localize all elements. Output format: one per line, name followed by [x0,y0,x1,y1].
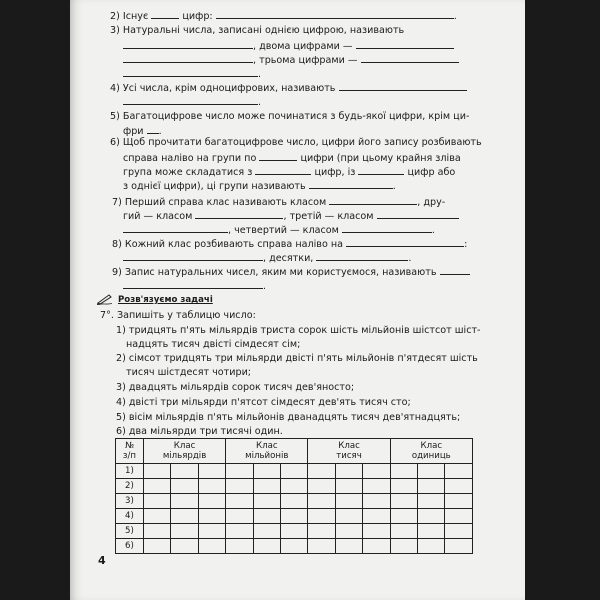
digit-cell[interactable] [335,464,362,479]
digit-cell[interactable] [390,464,417,479]
task-7-item-3: 3) двадцять мільярдів сорок тисяч дев'яносто; [116,382,355,393]
blank[interactable] [342,223,432,233]
digit-cell[interactable] [281,479,308,494]
digit-cell[interactable] [390,494,417,509]
blank[interactable] [123,223,228,233]
blank[interactable] [339,81,467,91]
table-row [116,494,473,509]
digit-cell[interactable] [445,464,473,479]
digit-cell[interactable] [281,464,308,479]
digit-cell[interactable] [198,524,225,539]
digit-cell[interactable] [308,509,335,524]
blank[interactable] [216,9,454,19]
digit-cell[interactable] [418,479,445,494]
digit-cell[interactable] [308,539,335,554]
digit-cell[interactable] [226,494,253,509]
digit-cell[interactable] [390,524,417,539]
blank[interactable] [309,179,393,189]
table-row [116,479,473,494]
digit-cell[interactable] [363,524,390,539]
header-billions: Клас мільярдів [143,439,225,464]
blank[interactable] [123,53,253,63]
header-millions: Клас мільйонів [226,439,308,464]
digit-cell[interactable] [253,464,280,479]
digit-cell[interactable] [335,494,362,509]
digit-cell[interactable] [445,509,473,524]
digit-cell[interactable] [171,524,198,539]
digit-cell[interactable] [390,509,417,524]
digit-cell[interactable] [281,494,308,509]
digit-cell[interactable] [143,539,170,554]
digit-cell[interactable] [143,479,170,494]
row-number: 6) [116,539,144,554]
blank[interactable] [346,237,464,247]
digit-cell[interactable] [143,494,170,509]
row-number: 2) [116,479,144,494]
item-4: 4) Усі числа, крім одноцифрових, називають [110,81,467,95]
digit-cell[interactable] [198,464,225,479]
task-7-item-2: 2) сімсот тридцять три мільярди двісті п'ять мільйонів п'ятдесят шість [116,353,478,364]
page-number: 4 [98,554,106,567]
header-units: Клас одиниць [390,439,472,464]
blank[interactable] [329,195,417,205]
digit-cell[interactable] [143,509,170,524]
digit-cell[interactable] [335,539,362,554]
blank[interactable] [195,209,283,219]
digit-cell[interactable] [281,524,308,539]
digit-cell[interactable] [171,479,198,494]
digit-cell[interactable] [308,464,335,479]
digit-cell[interactable] [253,479,280,494]
row-number: 1) [116,464,144,479]
blank[interactable] [147,124,159,134]
digit-cell[interactable] [418,464,445,479]
digit-cell[interactable] [308,494,335,509]
digit-cell[interactable] [445,524,473,539]
number-classes-table [115,438,473,554]
digit-cell[interactable] [390,479,417,494]
digit-cell[interactable] [226,479,253,494]
digit-cell[interactable] [418,494,445,509]
digit-cell[interactable] [226,464,253,479]
digit-cell[interactable] [198,509,225,524]
digit-cell[interactable] [335,524,362,539]
item-7: 7) Перший справа клас називають класом , дру- [112,197,446,208]
table-row [116,509,473,524]
header-thousands: Клас тисяч [308,439,390,464]
table-row [116,524,473,539]
digit-cell[interactable] [143,464,170,479]
digit-cell[interactable] [171,464,198,479]
blank[interactable] [361,53,459,63]
digit-cell[interactable] [253,494,280,509]
digit-cell[interactable] [308,524,335,539]
header-num: № з/п [116,439,144,464]
blank[interactable] [123,67,258,77]
row-number: 3) [116,494,144,509]
blank[interactable] [151,9,179,19]
item-8: 8) Кожний клас розбивають справа наліво на : [112,239,468,250]
digit-cell[interactable] [418,509,445,524]
digit-cell[interactable] [335,479,362,494]
blank[interactable] [358,165,404,175]
task-7-item-4: 4) двісті три мільярди п'ятсот сімдесят дев'ять тисяч сто; [116,397,411,408]
digit-cell[interactable] [253,524,280,539]
digit-cell[interactable] [198,479,225,494]
digit-cell[interactable] [281,539,308,554]
digit-cell[interactable] [335,509,362,524]
item-2: 2) Існує цифр: . [110,11,457,22]
digit-cell[interactable] [171,509,198,524]
blank[interactable] [123,251,263,261]
digit-cell[interactable] [445,494,473,509]
task-7-item-6: 6) два мільярди три тисячі один. [116,426,283,437]
blank[interactable] [123,39,253,49]
row-number: 4) [116,509,144,524]
blank[interactable] [377,209,459,219]
digit-cell[interactable] [363,539,390,554]
digit-cell[interactable] [226,539,253,554]
digit-cell[interactable] [363,479,390,494]
item-6: 6) Щоб прочитати багатоцифрове число, цифри його запису розбивають [110,137,482,148]
digit-cell[interactable] [226,509,253,524]
digit-cell[interactable] [143,524,170,539]
digit-cell[interactable] [281,509,308,524]
digit-cell[interactable] [363,509,390,524]
digit-cell[interactable] [363,494,390,509]
blank[interactable] [316,251,408,261]
digit-cell[interactable] [171,539,198,554]
digit-cell[interactable] [445,539,473,554]
digit-cell[interactable] [363,464,390,479]
item-9: 9) Запис натуральних чисел, яким ми користуємося, називають [112,265,470,279]
table-header-row [116,439,473,464]
pencil-icon [97,293,113,305]
item-3: 3) Натуральні числа, записані однією цифрою, називають [110,25,405,36]
digit-cell[interactable] [390,539,417,554]
digit-cell[interactable] [253,509,280,524]
digit-cell[interactable] [253,539,280,554]
digit-cell[interactable] [198,494,225,509]
digit-cell[interactable] [226,524,253,539]
blank[interactable] [123,95,258,105]
blank[interactable] [440,265,470,275]
row-number: 5) [116,524,144,539]
task-7-title: 7°. Запишіть у таблицю число: [100,310,256,321]
table-row [116,464,473,479]
digit-cell[interactable] [308,479,335,494]
task-7-item-1: 1) тридцять п'ять мільярдів триста сорок шість мільйонів шістсот шіст- [116,325,481,336]
digit-cell[interactable] [171,494,198,509]
digit-cell[interactable] [418,524,445,539]
digit-cell[interactable] [198,539,225,554]
table-row [116,539,473,554]
digit-cell[interactable] [445,479,473,494]
item-5: 5) Багатоцифрове число може починатися з будь-якої цифри, крім ци- [110,111,470,122]
section-title: Розв'язуємо задачі [118,295,213,305]
blank[interactable] [356,39,454,49]
digit-cell[interactable] [418,539,445,554]
blank[interactable] [259,151,297,161]
blank[interactable] [255,165,311,175]
task-7-item-5: 5) вісім мільярдів п'ять мільйонів дванадцять тисяч дев'ятнадцять; [116,412,461,423]
blank[interactable] [123,279,263,289]
